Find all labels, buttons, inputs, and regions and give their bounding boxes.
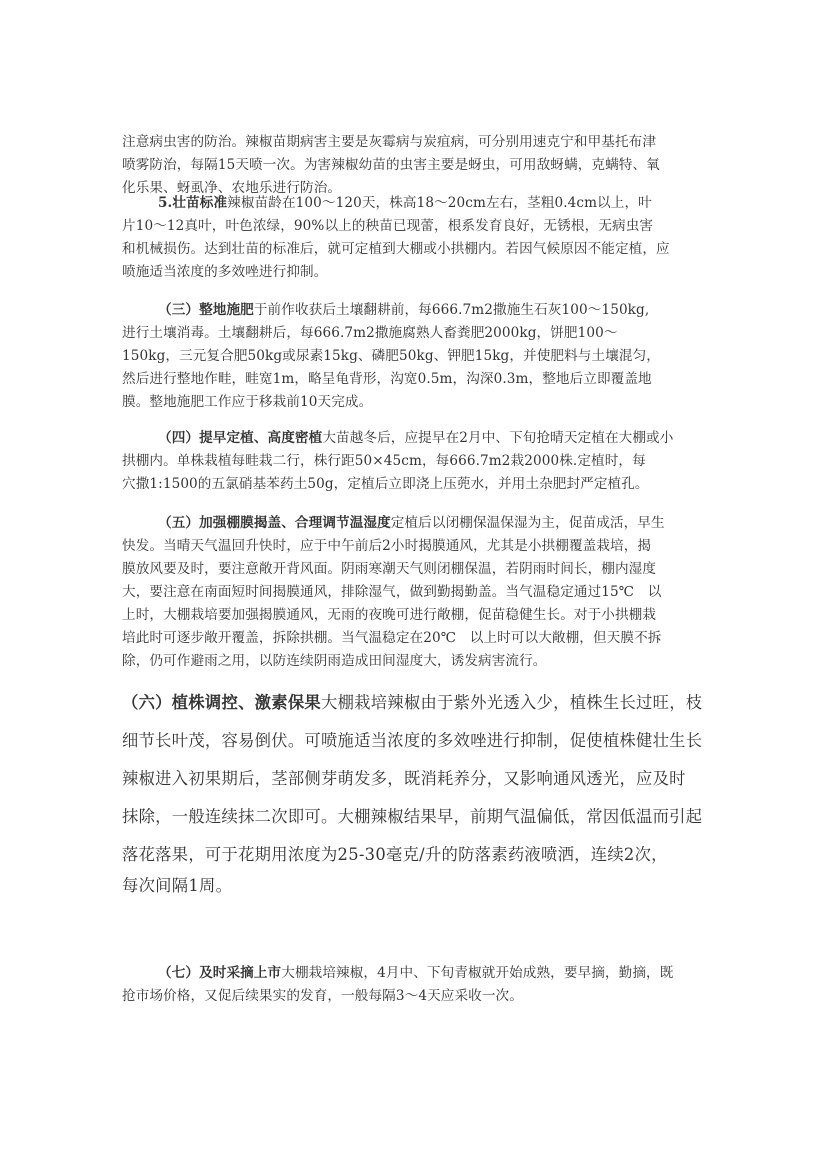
text-run: 定植后以闭棚保温保湿为主，促苗成活，早生	[390, 515, 665, 531]
text-line: 快发。当晴天气温回升快时，应于中午前后2小时揭膜通风，尤其是小拱棚覆盖栽培，揭	[122, 538, 652, 554]
text-line: 大，要注意在南面短时间揭膜通风，排除湿气，做到勤揭勤盖。当气温稳定通过15℃ 以	[122, 584, 662, 600]
text-line: 片10～12真叶，叶色浓绿，90%以上的秧苗已现蕾，根系发育良好，无锈根，无病虫害	[122, 218, 654, 234]
text-line: 进行土壤消毒。土壤翻耕后，每666.7m2撒施腐熟人畜粪肥2000kg，饼肥100～	[122, 325, 618, 341]
text-line: 喷施适当浓度的多效唑进行抑制。	[122, 264, 328, 280]
text-line: 除，仍可作避雨之用，以防连续阴雨造成田间湿度大，诱发病害流行。	[122, 653, 547, 669]
text-run: 大棚栽培辣椒由于紫外光透入少，植株生长过旺，枝	[320, 693, 703, 712]
section-heading: （七）及时采摘上市	[158, 965, 282, 981]
text-line: 上时，大棚栽培要加强揭膜通风，无雨的夜晚可进行敞棚，促苗稳健生长。对于小拱棚栽	[122, 607, 657, 623]
text-line: 辣椒进入初果期后，茎部侧芽萌发多，既消耗养分，又影响通风透光，应及时	[122, 769, 686, 788]
paragraph-land-preparation	[122, 299, 706, 414]
text-line: 抢市场价格，又促后续果实的发育，一般每隔3～4天应采收一次。	[122, 988, 523, 1004]
text-line	[122, 427, 706, 450]
text-line	[122, 299, 706, 322]
text-line: 膜放风要及时，要注意敞开背风面。阴雨寒潮天气则闭棚保温，若阴雨时间长，棚内湿度	[122, 561, 657, 577]
text-run: 辣椒苗龄在100～120天，株高18～20cm左右，茎粗0.4cm以上，叶	[227, 195, 652, 211]
paragraph-seedling-standard	[122, 192, 706, 284]
section-heading: （五）加强棚膜揭盖、合理调节温湿度	[158, 515, 391, 531]
text-line: 喷雾防治，每隔15天喷一次。为害辣椒幼苗的虫害主要是蚜虫，可用敌蚜螨，克螨特、氧	[122, 157, 660, 173]
text-run: 大苗越冬后，应提早在2月中、下旬抢晴天定植在大棚或小	[322, 430, 674, 446]
paragraph-pest-control	[122, 131, 706, 200]
section-heading: （六）植株调控、激素保果	[122, 693, 321, 712]
text-line: 每次间隔1周。	[122, 876, 233, 895]
text-line: 培此时可逐步敞开覆盖，拆除拱棚。当气温稳定在20℃ 以上时可以大敞棚，但天膜不拆	[122, 630, 662, 646]
text-line: 拱棚内。单株栽植每畦栽二行，株行距50×45cm，每666.7m2栽2000株.定植时，每	[122, 453, 646, 469]
text-line: 抹除，一般连续抹二次即可。大棚辣椒结果早，前期气温偏低，常因低温而引起	[122, 807, 703, 826]
text-line: 细节长叶茂，容易倒伏。可喷施适当浓度的多效唑进行抑制，促使植株健壮生长	[122, 731, 703, 750]
text-line	[122, 512, 706, 535]
text-line: 落花落果，可于花期用浓度为25-30毫克/升的防落素药液喷洒，连续2次，	[122, 845, 668, 864]
text-line: 和机械损伤。达到壮苗的标准后，就可定植到大棚或小拱棚内。若因气候原因不能定植，应	[122, 241, 670, 257]
text-line	[122, 684, 706, 722]
text-run: 大棚栽培辣椒，4月中、下旬青椒就开始成熟，要早摘，勤摘，既	[281, 965, 674, 981]
text-line	[122, 962, 706, 985]
section-heading: （四）提早定植、高度密植	[158, 430, 323, 446]
text-line: 注意病虫害的防治。辣椒苗期病害主要是灰霉病与炭疽病，可分别用速克宁和甲基托布津	[122, 134, 657, 150]
text-line	[122, 192, 706, 215]
text-line: 150kg，三元复合肥50kg或尿素15kg、磷肥50kg、钾肥15kg，并使肥料与土壤混匀，	[122, 348, 660, 364]
section-heading: 5.壮苗标准	[158, 195, 228, 211]
paragraph-plant-regulation	[122, 684, 706, 898]
text-line: 化乐果、蚜虱净、农地乐进行防治。	[122, 180, 342, 196]
paragraph-early-planting	[122, 427, 706, 496]
section-heading: （三）整地施肥	[158, 302, 254, 318]
paragraph-harvest	[122, 962, 706, 1008]
text-run: 于前作收获后土壤翻耕前，每666.7m2撒施生石灰100～150kg,	[253, 302, 650, 318]
text-line: 然后进行整地作畦，畦宽1m，略呈龟背形，沟宽0.5m，沟深0.3m，整地后立即覆盖地	[122, 371, 652, 387]
text-line: 膜。整地施肥工作应于移栽前10天完成。	[122, 394, 373, 410]
text-line: 穴撒1:1500的五氯硝基苯药土50g，定植后立即浇上压蔸水，并用土杂肥封严定植孔。	[122, 476, 649, 492]
paragraph-film-management	[122, 512, 706, 673]
